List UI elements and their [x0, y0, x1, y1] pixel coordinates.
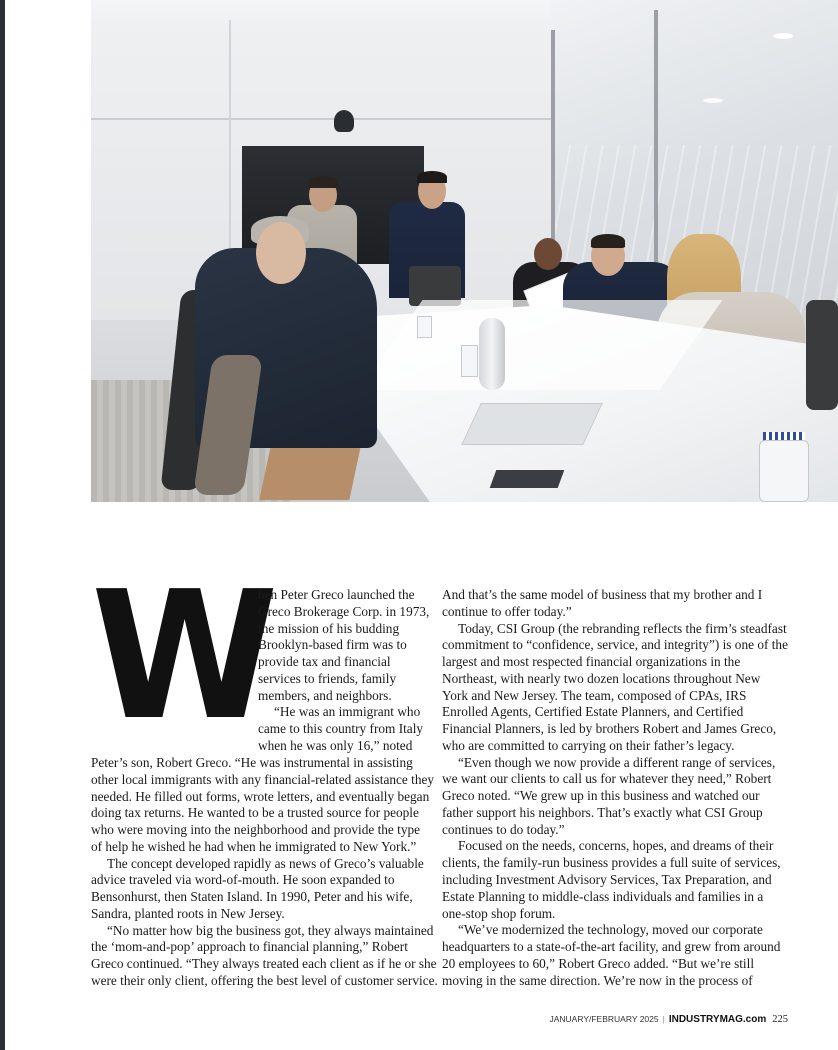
- seated-woman-black-top-head: [534, 238, 562, 270]
- seated-man-navy-sweater-hair: [591, 234, 625, 248]
- text-line: who are committed to carrying on their father’s legacy.: [442, 737, 735, 753]
- text-line: Estate Planning to middle-class individuals and families in a: [442, 888, 764, 904]
- standing-man-gray-blazer-hair: [308, 176, 338, 188]
- text-line: “No matter how big the business got, they always maintained: [107, 922, 434, 938]
- text-line: including Investment Advisory Services, Tax Preparation, and: [442, 872, 772, 888]
- text-line: when he was only 16,” noted: [258, 737, 413, 753]
- footer-separator: |: [662, 1014, 665, 1024]
- drop-cap: W: [91, 553, 273, 760]
- text-line: services to friends, family: [258, 670, 397, 686]
- text-line: Focused on the needs, concerns, hopes, and dreams of their: [458, 838, 774, 854]
- meeting-room-photo: [91, 0, 838, 502]
- text-line: father support his neighbors. That’s exactly what CSI Group: [442, 804, 763, 820]
- text-line: largest and most respected financial organizations in the: [442, 654, 741, 670]
- ceiling-light: [703, 98, 723, 103]
- text-line: “We’ve modernized the technology, moved our corporate: [458, 922, 763, 938]
- text-line: Peter’s son, Robert Greco. “He was instrumental in assisting: [91, 755, 413, 770]
- site-name: INDUSTRYMAG.com: [668, 1014, 767, 1025]
- seated-man-navy-jacket-head: [256, 222, 306, 284]
- text-line: continues to do today.”: [442, 821, 565, 837]
- text-line: commitment to “confidence, service, and integrity”) is one of the: [442, 637, 788, 653]
- text-line: were their only client, offering the best level of customer service.: [91, 972, 438, 988]
- phone: [490, 470, 565, 488]
- text-line: moving in the same direction. We’re now in the process of: [442, 972, 753, 988]
- issue-date: JANUARY/FEBRUARY 2025: [549, 1014, 659, 1024]
- text-line: Northeast, with nearly two dozen locations throughout New: [442, 670, 761, 686]
- page-spine: [0, 0, 5, 1050]
- text-line: advice traveled via word-of-mouth. He soon expanded to: [91, 872, 395, 888]
- text-line: we want our clients to call us for whatever they need,” Robert: [442, 771, 772, 787]
- text-line: the ‘mom-and-pop’ approach to financial planning,” Robert: [91, 939, 408, 955]
- wall-panel-seam: [91, 118, 551, 120]
- text-line: Greco Brokerage Corp. in 1973,: [258, 603, 430, 619]
- text-line: who were moving into the neighborhood and provide the type: [91, 822, 421, 838]
- text-line: “Even though we now provide a different range of services,: [458, 754, 776, 770]
- chair: [806, 300, 838, 410]
- text-line: of help he wished he had when he immigrated to New York.”: [91, 838, 417, 854]
- text-line: Today, CSI Group (the rebranding reflects the firm’s steadfast: [458, 620, 787, 636]
- text-line: provide tax and financial: [258, 654, 391, 670]
- text-line: Enrolled Agents, Certified Estate Planners, and Certified: [442, 704, 744, 720]
- text-line: Sandra, planted roots in New Jersey.: [91, 905, 285, 921]
- text-line: members, and neighbors.: [258, 687, 392, 703]
- conference-camera-icon: [334, 110, 354, 132]
- ceiling-light: [773, 33, 793, 39]
- column-1-body: [91, 755, 438, 990]
- pen-mug: [759, 440, 809, 502]
- text-line: 20 employees to 60,” Robert Greco added. “But we’re still: [442, 955, 755, 971]
- text-line: other local immigrants with any financial-related assistance they: [91, 771, 435, 787]
- text-line: Greco continued. “They always treated each client as if he or she: [91, 956, 437, 972]
- text-line: Brooklyn-based firm was to: [258, 637, 407, 653]
- page-footer: [549, 1014, 788, 1025]
- text-line: continue to offer today.”: [442, 603, 572, 619]
- laptop: [461, 403, 603, 445]
- text-line: The concept developed rapidly as news of Greco’s valuable: [107, 855, 424, 871]
- text-line: needed. He filled out forms, wrote letters, and eventually began: [91, 788, 430, 804]
- text-line: clients, the family-run business provides a full suite of services,: [442, 855, 781, 871]
- column-1-wrap: [258, 587, 430, 755]
- text-line: doing tax returns. He wanted to be a trusted source for people: [91, 805, 419, 821]
- pen-cup: [417, 316, 432, 338]
- text-line: hen Peter Greco launched the: [258, 587, 415, 602]
- text-line: Greco noted. “We grew up in this business and watched our: [442, 788, 760, 804]
- text-line: the mission of his budding: [258, 620, 400, 636]
- text-line: came to this country from Italy: [258, 721, 424, 737]
- page-number: 225: [772, 1014, 788, 1025]
- column-2-body: [442, 587, 788, 989]
- text-line: “He was an immigrant who: [274, 704, 421, 720]
- standing-man-navy-suit-hair: [417, 171, 447, 183]
- text-line: one-stop shop forum.: [442, 905, 556, 921]
- conference-speaker: [479, 318, 505, 390]
- pen-cup: [461, 345, 478, 377]
- text-line: York and New Jersey. The team, composed of CPAs, IRS: [442, 687, 747, 703]
- text-line: headquarters to a state-of-the-art facility, and grew from around: [442, 939, 781, 955]
- text-line: Bensonhurst, then Staten Island. In 1990, Peter and his wife,: [91, 889, 413, 905]
- sunlight-patch: [359, 300, 722, 390]
- text-line: And that’s the same model of business that my brother and I: [442, 587, 763, 602]
- text-line: Financial Planners, is led by brothers Robert and James Greco,: [442, 721, 777, 737]
